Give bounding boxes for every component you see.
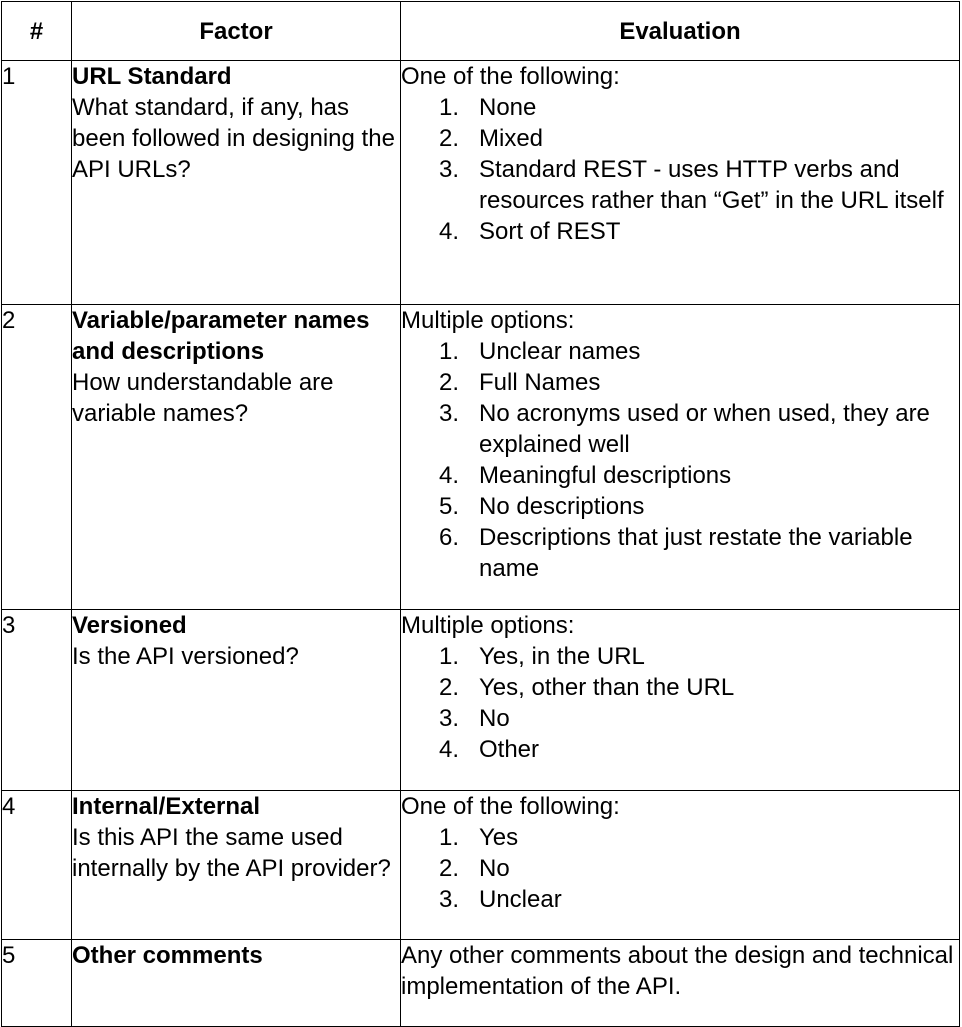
evaluation-intro: Multiple options: xyxy=(401,612,575,639)
evaluation-cell xyxy=(401,305,960,610)
factor-title: Other comments xyxy=(72,942,263,969)
option-item: Yes, other than the URL xyxy=(479,674,735,701)
option-item: Yes, in the URL xyxy=(479,643,645,670)
option-item: Unclear xyxy=(479,886,562,913)
table-row xyxy=(2,305,960,610)
evaluation-cell xyxy=(401,61,960,305)
option-item: No xyxy=(479,705,510,732)
factor-cell xyxy=(72,940,401,1027)
options-list xyxy=(401,822,959,915)
option-item: No acronyms used or when used, they are explained well xyxy=(479,400,930,458)
factor-title: Internal/External xyxy=(72,793,261,820)
table-row xyxy=(2,61,960,305)
option-item: Mixed xyxy=(479,125,544,152)
factor-cell xyxy=(72,305,401,610)
evaluation-intro: One of the following: xyxy=(401,793,620,820)
option-item: Standard REST - uses HTTP verbs and resources rather than “Get” in the URL itself xyxy=(479,156,944,214)
table-row xyxy=(2,791,960,940)
option-item: Unclear names xyxy=(479,338,641,365)
evaluation-cell xyxy=(401,940,960,1027)
options-list xyxy=(401,641,959,765)
option-item: Yes xyxy=(479,824,519,851)
options-list xyxy=(401,92,959,247)
row-number: 5 xyxy=(2,940,72,1027)
row-number: 1 xyxy=(2,61,72,305)
factor-cell xyxy=(72,610,401,791)
option-item: Full Names xyxy=(479,369,601,396)
row-number: 2 xyxy=(2,305,72,610)
option-item: Sort of REST xyxy=(479,218,621,245)
table-row xyxy=(2,610,960,791)
factor-title: Variable/parameter names and descriptions xyxy=(72,307,370,365)
table-header xyxy=(2,2,960,61)
option-item: Meaningful descriptions xyxy=(479,462,732,489)
factor-title: Versioned xyxy=(72,612,187,639)
option-item: None xyxy=(479,94,537,121)
header-evaluation: Evaluation xyxy=(401,2,960,61)
evaluation-cell xyxy=(401,610,960,791)
evaluation-intro: One of the following: xyxy=(401,63,620,90)
options-list xyxy=(401,336,959,584)
row-number: 3 xyxy=(2,610,72,791)
table-row xyxy=(2,940,960,1027)
option-item: No xyxy=(479,855,510,882)
factor-description: Is this API the same used internally by the API provider? xyxy=(72,824,391,882)
factor-description: How understandable are variable names? xyxy=(72,369,334,427)
factor-title: URL Standard xyxy=(72,63,232,90)
row-number: 4 xyxy=(2,791,72,940)
option-item: Other xyxy=(479,736,540,763)
evaluation-table xyxy=(1,1,960,1027)
factor-description: Is the API versioned? xyxy=(72,643,299,670)
evaluation-intro: Any other comments about the design and technical implementation of the API. xyxy=(401,942,954,1000)
factor-cell xyxy=(72,61,401,305)
header-number: # xyxy=(2,2,72,61)
factor-description: What standard, if any, has been followed in designing the API URLs? xyxy=(72,94,395,183)
option-item: Descriptions that just restate the variable name xyxy=(479,524,913,582)
header-factor: Factor xyxy=(72,2,401,61)
option-item: No descriptions xyxy=(479,493,645,520)
factor-cell xyxy=(72,791,401,940)
evaluation-cell xyxy=(401,791,960,940)
evaluation-intro: Multiple options: xyxy=(401,307,575,334)
